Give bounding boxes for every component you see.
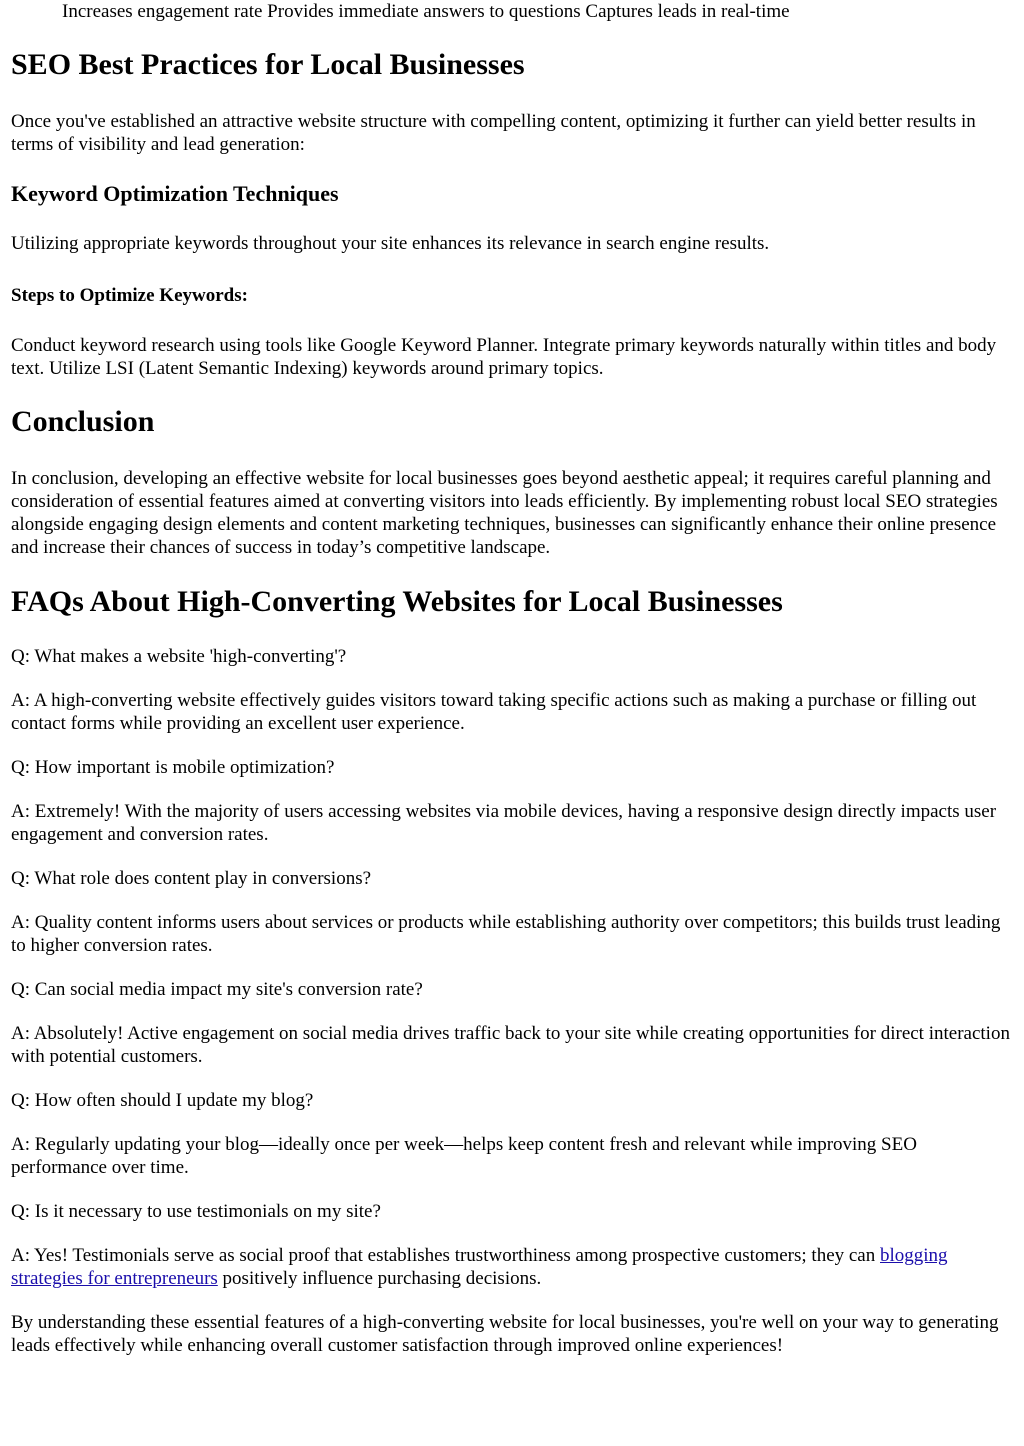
blogging-strategies-link[interactable]: blogging strategies for entrepreneurs <box>11 1245 948 1289</box>
closing-paragraph: By understanding these essential features of a high-converting website for local businesses, you're well on your way to generating leads effectively while enhancing overall customer satisfaction through improved online experiences! <box>11 1312 999 1356</box>
faq-question: Q: What role does content play in conversions? <box>11 868 372 889</box>
seo-heading: SEO Best Practices for Local Businesses <box>11 48 525 81</box>
keyword-text: Utilizing appropriate keywords throughout your site enhances its relevance in search engine results. <box>11 233 770 254</box>
faq-answer: A: Absolutely! Active engagement on social media drives traffic back to your site while creating opportunities for direct interaction with potential customers. <box>11 1023 1010 1067</box>
faq-answer-text: positively influence purchasing decisions. <box>222 1268 542 1289</box>
seo-intro: Once you've established an attractive website structure with compelling content, optimizing it further can yield better results in terms of visibility and lead generation: <box>11 111 976 155</box>
faqs-heading: FAQs About High-Converting Websites for Local Businesses <box>11 585 783 618</box>
faq-answer: A: A high-converting website effectively guides visitors toward taking specific actions such as making a purchase or filling out contact forms while providing an excellent user experience. <box>11 690 977 734</box>
faq-answer <box>11 1244 1011 1290</box>
faq-question: Q: Is it necessary to use testimonials on my site? <box>11 1201 381 1222</box>
faq-answer: A: Quality content informs users about services or products while establishing authority over competitors; this builds trust leading to higher conversion rates. <box>11 912 1001 956</box>
faq-question: Q: How important is mobile optimization? <box>11 757 335 778</box>
steps-text: Conduct keyword research using tools like Google Keyword Planner. Integrate primary keywords naturally within titles and body text. Utilize LSI (Latent Semantic Indexing) keywords around primary topics. <box>11 335 997 379</box>
conclusion-text: In conclusion, developing an effective website for local businesses goes beyond aesthetic appeal; it requires careful planning and consideration of essential features aimed at converting visitors into leads efficiently. By implementing robust local SEO strategies alongside engaging design elements and content marketing techniques, businesses can significantly enhance their online presence and increase their chances of success in today’s competitive landscape. <box>11 468 998 558</box>
steps-heading: Steps to Optimize Keywords: <box>11 285 248 306</box>
faq-question: Q: Can social media impact my site's conversion rate? <box>11 979 423 1000</box>
faq-answer-text: A: Yes! Testimonials serve as social proof that establishes trustworthiness among prospective customers; they can <box>11 1245 876 1266</box>
conclusion-heading: Conclusion <box>11 405 155 438</box>
faq-question: Q: What makes a website 'high-converting'? <box>11 646 347 667</box>
faq-answer: A: Extremely! With the majority of users accessing websites via mobile devices, having a responsive design directly impacts user engagement and conversion rates. <box>11 801 997 845</box>
keyword-heading: Keyword Optimization Techniques <box>11 181 339 206</box>
faq-answer: A: Regularly updating your blog—ideally once per week—helps keep content fresh and relevant while improving SEO performance over time. <box>11 1134 917 1178</box>
top-line-text: Increases engagement rate Provides immediate answers to questions Captures leads in real-time <box>62 1 790 22</box>
faq-question: Q: How often should I update my blog? <box>11 1090 314 1111</box>
